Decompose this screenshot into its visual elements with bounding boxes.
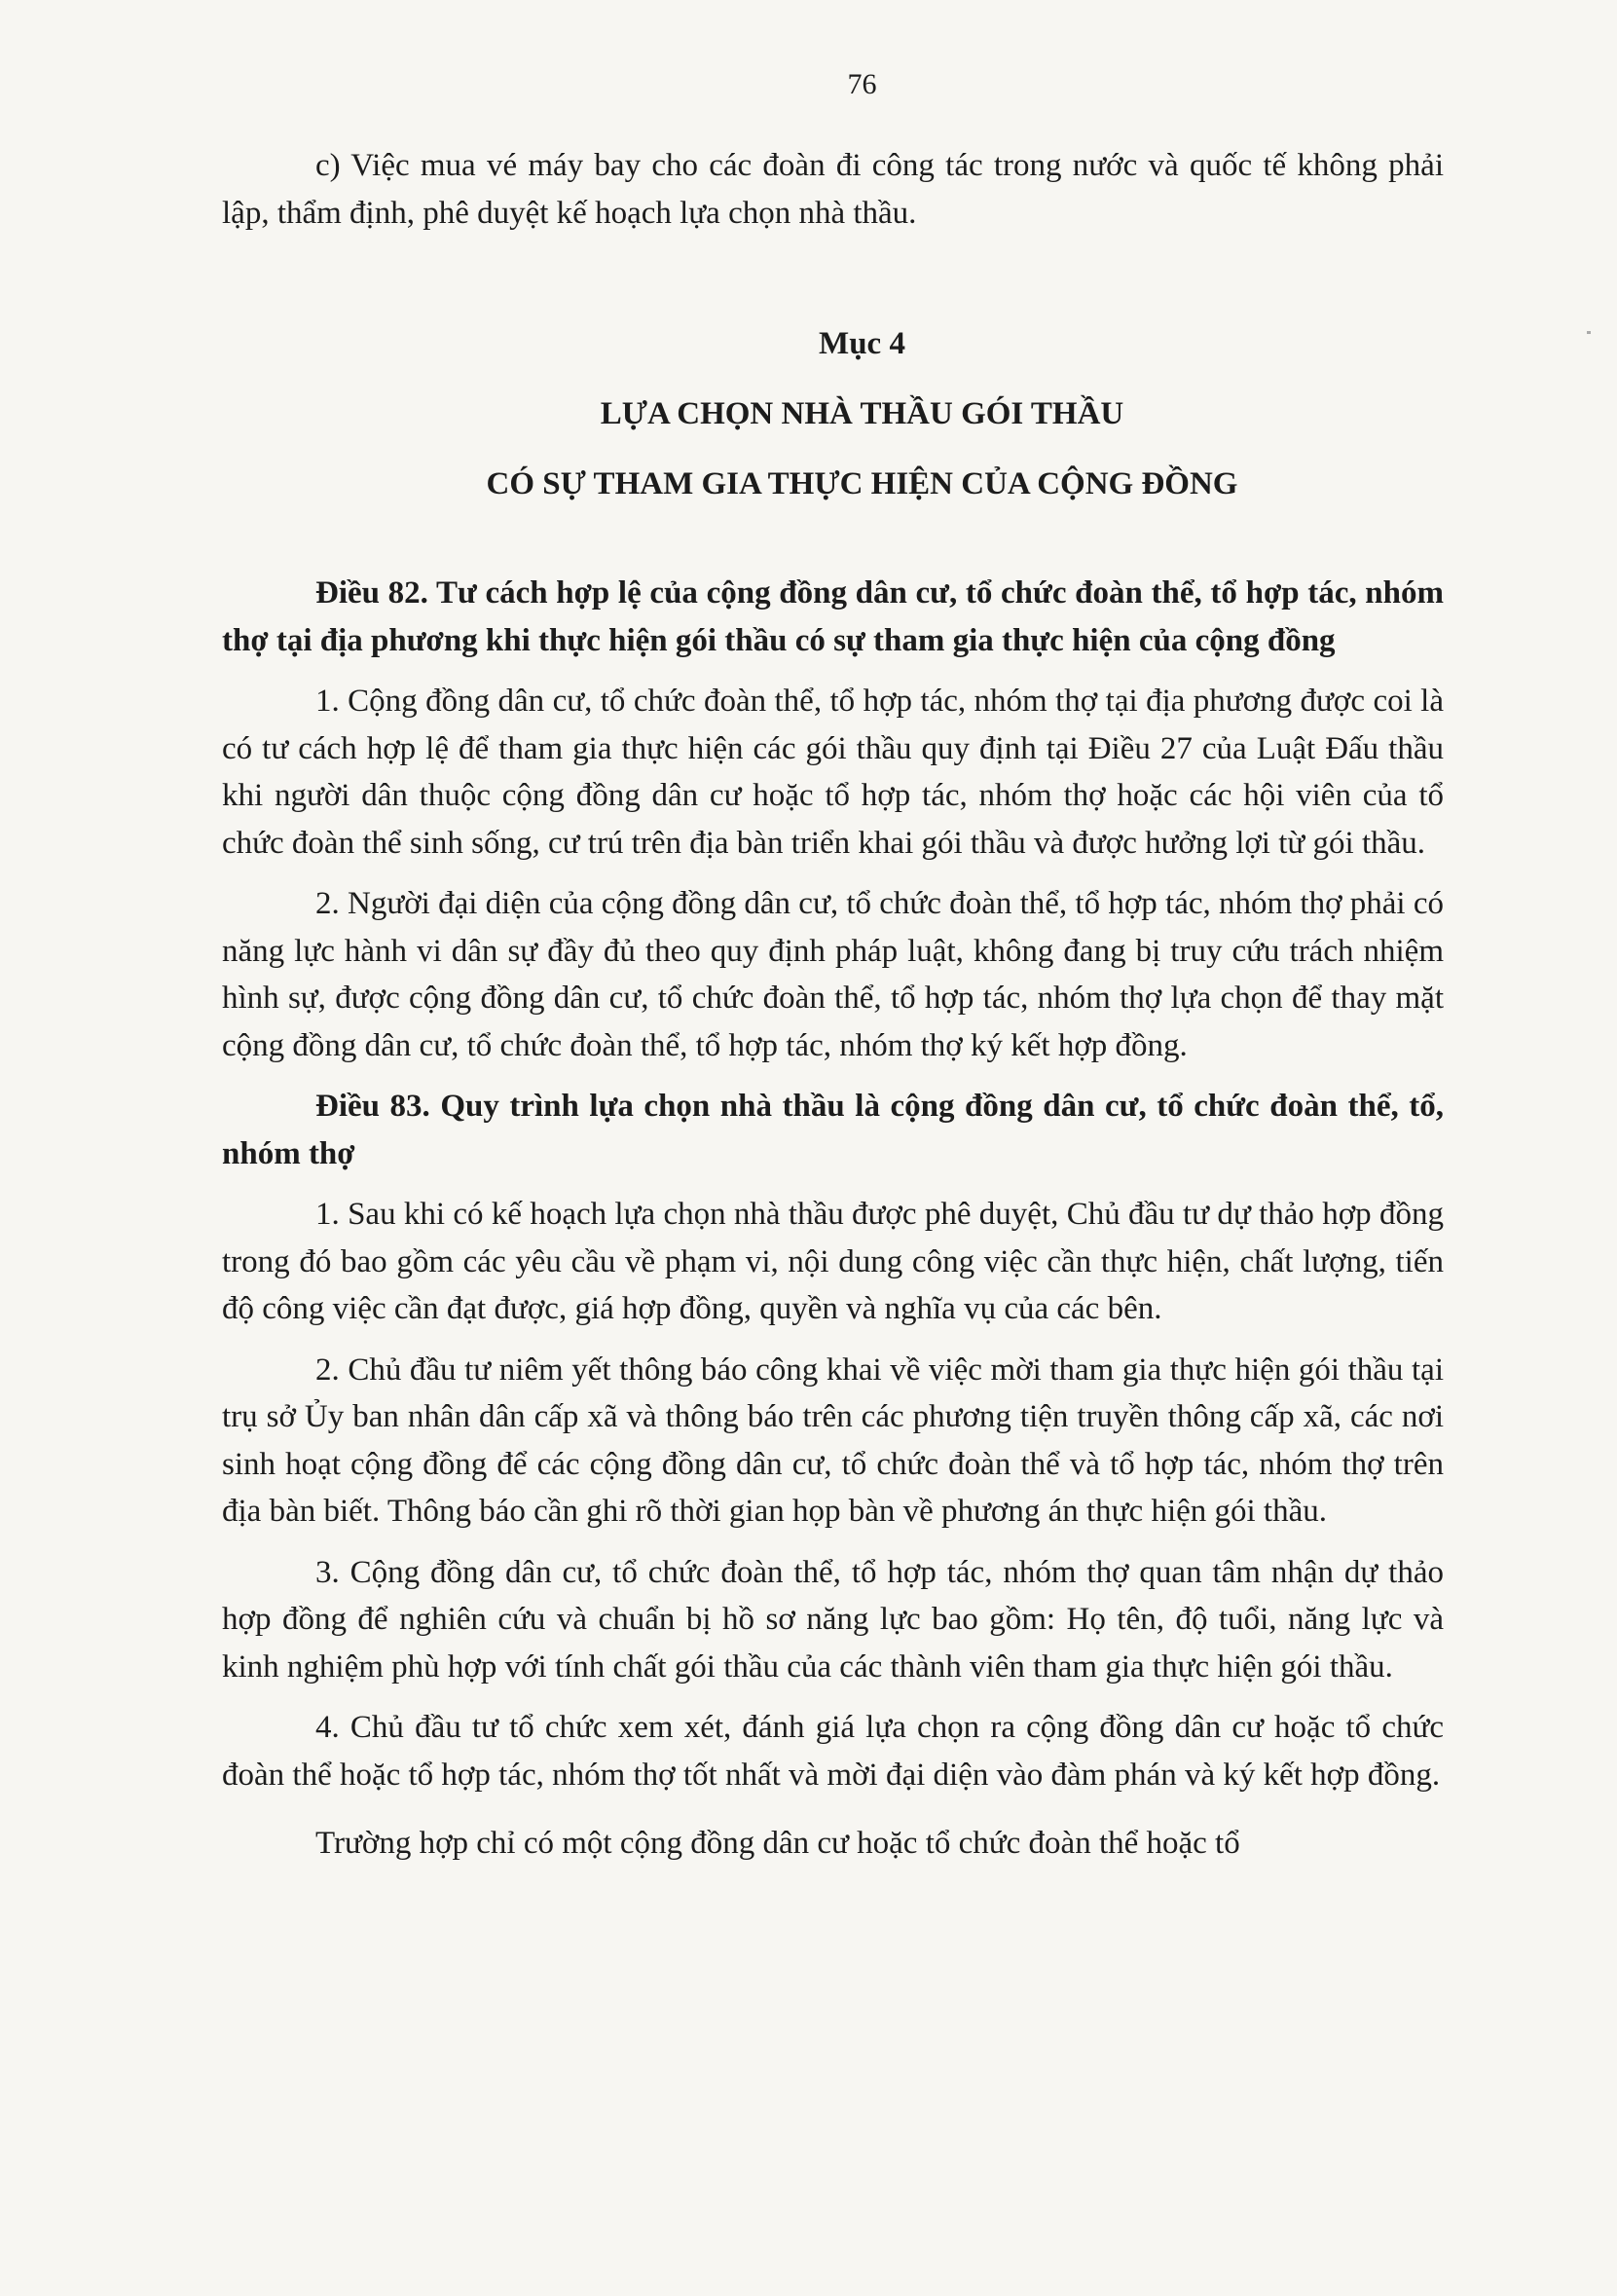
- article-82-heading: Điều 82. Tư cách hợp lệ của cộng đồng dân cư, tổ chức đoàn thể, tổ hợp tác, nhóm thợ tại địa phương khi thực hiện gói thầu có sự tham gia thực hiện của cộng đồng: [222, 575, 1444, 658]
- section-label: Mục 4: [819, 326, 905, 361]
- article-83-heading: Điều 83. Quy trình lựa chọn nhà thầu là cộng đồng dân cư, tổ chức đoàn thể, tổ, nhóm thợ: [222, 1089, 1444, 1171]
- intro-paragraph: c) Việc mua vé máy bay cho các đoàn đi công tác trong nước và quốc tế không phải lập, thẩm định, phê duyệt kế hoạch lựa chọn nhà thầu.: [222, 148, 1444, 231]
- article-83-paragraph-4: 4. Chủ đầu tư tổ chức xem xét, đánh giá lựa chọn ra cộng đồng dân cư hoặc tổ chức đoàn thể hoặc tổ hợp tác, nhóm thợ tốt nhất và mời đại diện vào đàm phán và ký kết hợp đồng.: [222, 1710, 1444, 1793]
- article-83-paragraph-3: 3. Cộng đồng dân cư, tổ chức đoàn thể, tổ hợp tác, nhóm thợ quan tâm nhận dự thảo hợp đồng để nghiên cứu và chuẩn bị hồ sơ năng lực bao gồm: Họ tên, độ tuổi, năng lực và kinh nghiệm phù hợp với tính chất gói thầu của các thành viên tham gia thực hiện gói thầu.: [222, 1554, 1444, 1685]
- page-number: 76: [847, 68, 877, 100]
- article-83-paragraph-5: Trường hợp chỉ có một cộng đồng dân cư hoặc tổ chức đoàn thể hoặc tổ: [315, 1826, 1240, 1861]
- section-title-line1: LỰA CHỌN NHÀ THẦU GÓI THẦU: [600, 396, 1124, 431]
- article-82-paragraph-1: 1. Cộng đồng dân cư, tổ chức đoàn thể, tổ hợp tác, nhóm thợ tại địa phương được coi là có tư cách hợp lệ để tham gia thực hiện các gói thầu quy định tại Điều 27 của Luật Đấu thầu khi người dân thuộc cộng đồng dân cư hoặc tổ hợp tác, nhóm thợ hoặc các hội viên của tổ chức đoàn thể sinh sống, cư trú trên địa bàn triển khai gói thầu và được hưởng lợi từ gói thầu.: [222, 684, 1444, 861]
- article-83-paragraph-1: 1. Sau khi có kế hoạch lựa chọn nhà thầu được phê duyệt, Chủ đầu tư dự thảo hợp đồng trong đó bao gồm các yêu cầu về phạm vi, nội dung công việc cần thực hiện, chất lượng, tiến độ công việc cần đạt được, giá hợp đồng, quyền và nghĩa vụ của các bên.: [222, 1197, 1444, 1326]
- article-83-paragraph-2: 2. Chủ đầu tư niêm yết thông báo công khai về việc mời tham gia thực hiện gói thầu tại trụ sở Ủy ban nhân dân cấp xã và thông báo trên các phương tiện truyền thông cấp xã, các nơi sinh hoạt cộng đồng để các cộng đồng dân cư, tổ chức đoàn thể và tổ hợp tác, nhóm thợ trên địa bàn biết. Thông báo cần ghi rõ thời gian họp bàn về phương án thực hiện gói thầu.: [222, 1352, 1444, 1529]
- document-page: [222, 68, 1444, 1868]
- scan-speck: [1587, 331, 1591, 334]
- section-title-line2: CÓ SỰ THAM GIA THỰC HIỆN CỦA CỘNG ĐỒNG: [486, 466, 1238, 501]
- article-82-paragraph-2: 2. Người đại diện của cộng đồng dân cư, tổ chức đoàn thể, tổ hợp tác, nhóm thợ phải có năng lực hành vi dân sự đầy đủ theo quy định pháp luật, không đang bị truy cứu trách nhiệm hình sự, được cộng đồng dân cư, tổ chức đoàn thể, tổ hợp tác, nhóm thợ lựa chọn để thay mặt cộng đồng dân cư, tổ chức đoàn thể, tổ hợp tác, nhóm thợ ký kết hợp đồng.: [222, 886, 1444, 1063]
